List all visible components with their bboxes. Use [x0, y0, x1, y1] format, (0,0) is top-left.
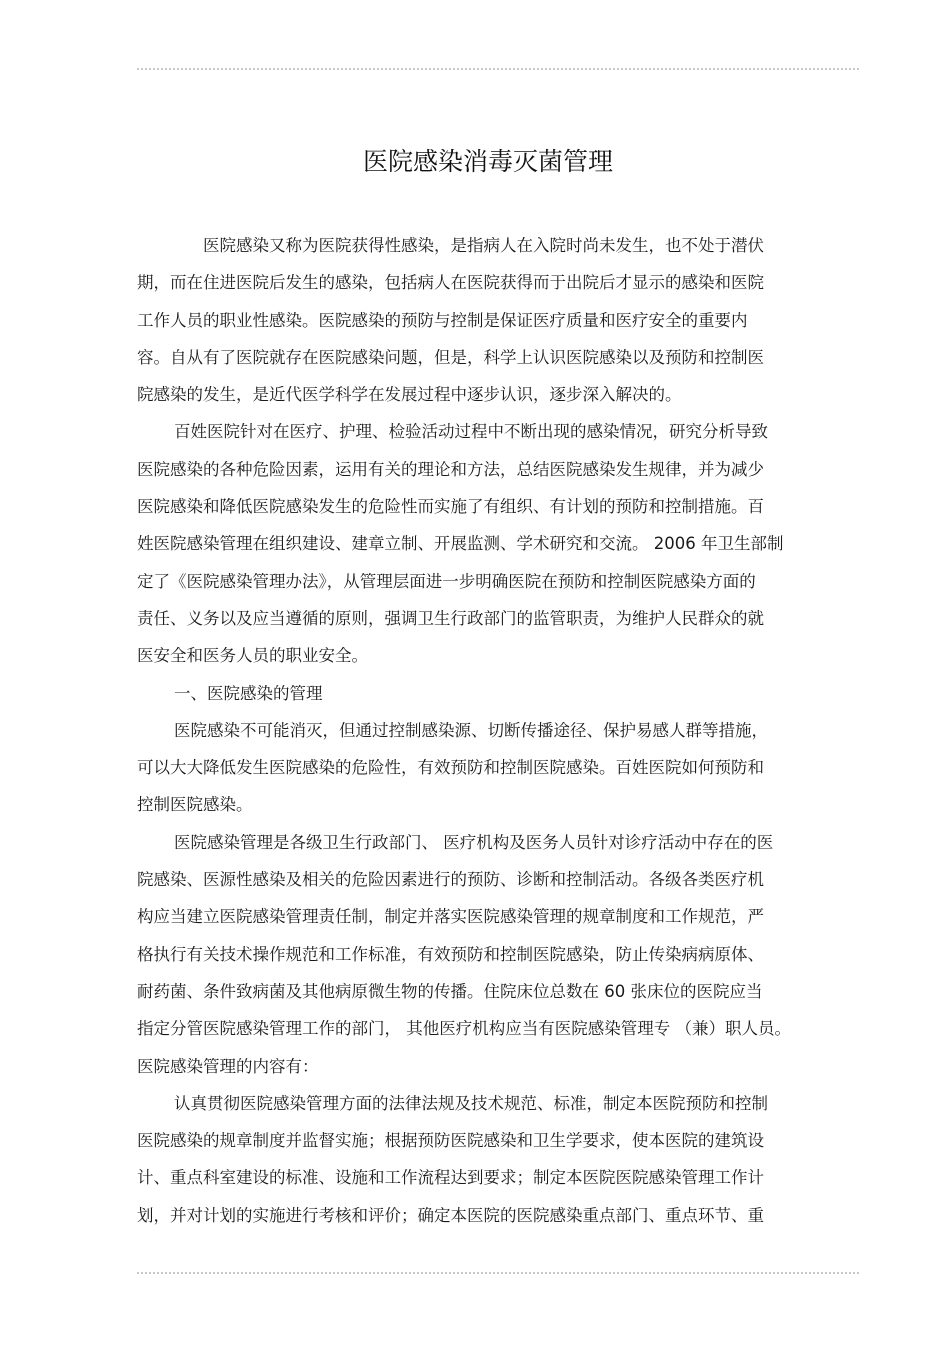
- text-line: 医安全和医务人员的职业安全。: [137, 646, 368, 666]
- text-line: 工作人员的职业性感染。医院感染的预防与控制是保证医疗质量和医疗安全的重要内: [137, 310, 748, 330]
- paragraph-intro: [137, 227, 859, 413]
- text-line: 医院感染的规章制度并监督实施；根据预防医院感染和卫生学要求，使本医院的建筑设: [137, 1131, 764, 1151]
- text-line: 医院感染又称为医院获得性感染，是指病人在入院时尚未发生，也不处于潜伏: [203, 236, 764, 255]
- text-line: 姓医院感染管理在组织建设、建章立制、开展监测、学术研究和交流。 2006 年卫生部制: [137, 534, 784, 554]
- section-heading-text: 一、医院感染的管理: [174, 683, 323, 703]
- text-line: 认真贯彻医院感染管理方面的法律法规及技术规范、标准，制定本医院预防和控制: [174, 1093, 768, 1113]
- text-line: 耐药菌、条件致病菌及其他病原微生物的传播。住院床位总数在 60 张床位的医院应当: [137, 981, 763, 1001]
- paragraph-hospital-measures: [137, 413, 859, 674]
- paragraph-management-definition: [137, 824, 859, 1085]
- text-line: 划，并对计划的实施进行考核和评价；确定本医院的医院感染重点部门、重点环节、重: [137, 1205, 764, 1225]
- document-title: 医院感染消毒灭菌管理: [362, 147, 613, 176]
- text-line: 可以大大降低发生医院感染的危险性，有效预防和控制医院感染。百姓医院如何预防和: [137, 758, 764, 778]
- text-line: 计、重点科室建设的标准、设施和工作流程达到要求；制定本医院医院感染管理工作计: [137, 1168, 764, 1188]
- paragraph-prevention: [137, 712, 859, 824]
- text-line: 医院感染和降低医院感染发生的危险性而实施了有组织、有计划的预防和控制措施。百: [137, 497, 764, 517]
- text-line: 百姓医院针对在医疗、护理、检验活动过程中不断出现的感染情况，研究分析导致: [174, 422, 768, 442]
- text-line: 医院感染的各种危险因素，运用有关的理论和方法，总结医院感染发生规律，并为减少: [137, 459, 764, 479]
- paragraph-management-content: [137, 1085, 859, 1234]
- text-line: 医院感染不可能消灭，但通过控制感染源、切断传播途径、保护易感人群等措施，: [174, 720, 768, 740]
- text-line: 期，而在住进医院后发生的感染，包括病人在医院获得而于出院后才显示的感染和医院: [137, 273, 764, 293]
- footer-dotted-rule: [137, 1272, 859, 1274]
- text-line: 院感染的发生，是近代医学科学在发展过程中逐步认识，逐步深入解决的。: [137, 385, 682, 405]
- section-heading: [137, 675, 859, 712]
- text-line: 构应当建立医院感染管理责任制，制定并落实医院感染管理的规章制度和工作规范，严: [137, 907, 764, 927]
- text-line: 格执行有关技术操作规范和工作标准，有效预防和控制医院感染，防止传染病病原体、: [137, 944, 764, 964]
- text-line: 定了《医院感染管理办法》，从管理层面进一步明确医院在预防和控制医院感染方面的: [137, 571, 756, 591]
- header-dotted-rule: [137, 68, 859, 70]
- text-line: 责任、义务以及应当遵循的原则，强调卫生行政部门的监管职责，为维护人民群众的就: [137, 608, 764, 628]
- text-line: 医院感染管理是各级卫生行政部门、 医疗机构及医务人员针对诊疗活动中存在的医: [174, 832, 774, 852]
- text-line: 控制医院感染。: [137, 795, 253, 815]
- text-line: 医院感染管理的内容有：: [137, 1056, 319, 1076]
- document-body: [137, 227, 859, 1234]
- text-line: 院感染、医源性感染及相关的危险因素进行的预防、诊断和控制活动。各级各类医疗机: [137, 870, 764, 890]
- text-line: 容。自从有了医院就存在医院感染问题，但是，科学上认识医院感染以及预防和控制医: [137, 347, 764, 367]
- text-line: 指定分管医院感染管理工作的部门， 其他医疗机构应当有医院感染管理专 （兼）职人员。: [137, 1019, 791, 1039]
